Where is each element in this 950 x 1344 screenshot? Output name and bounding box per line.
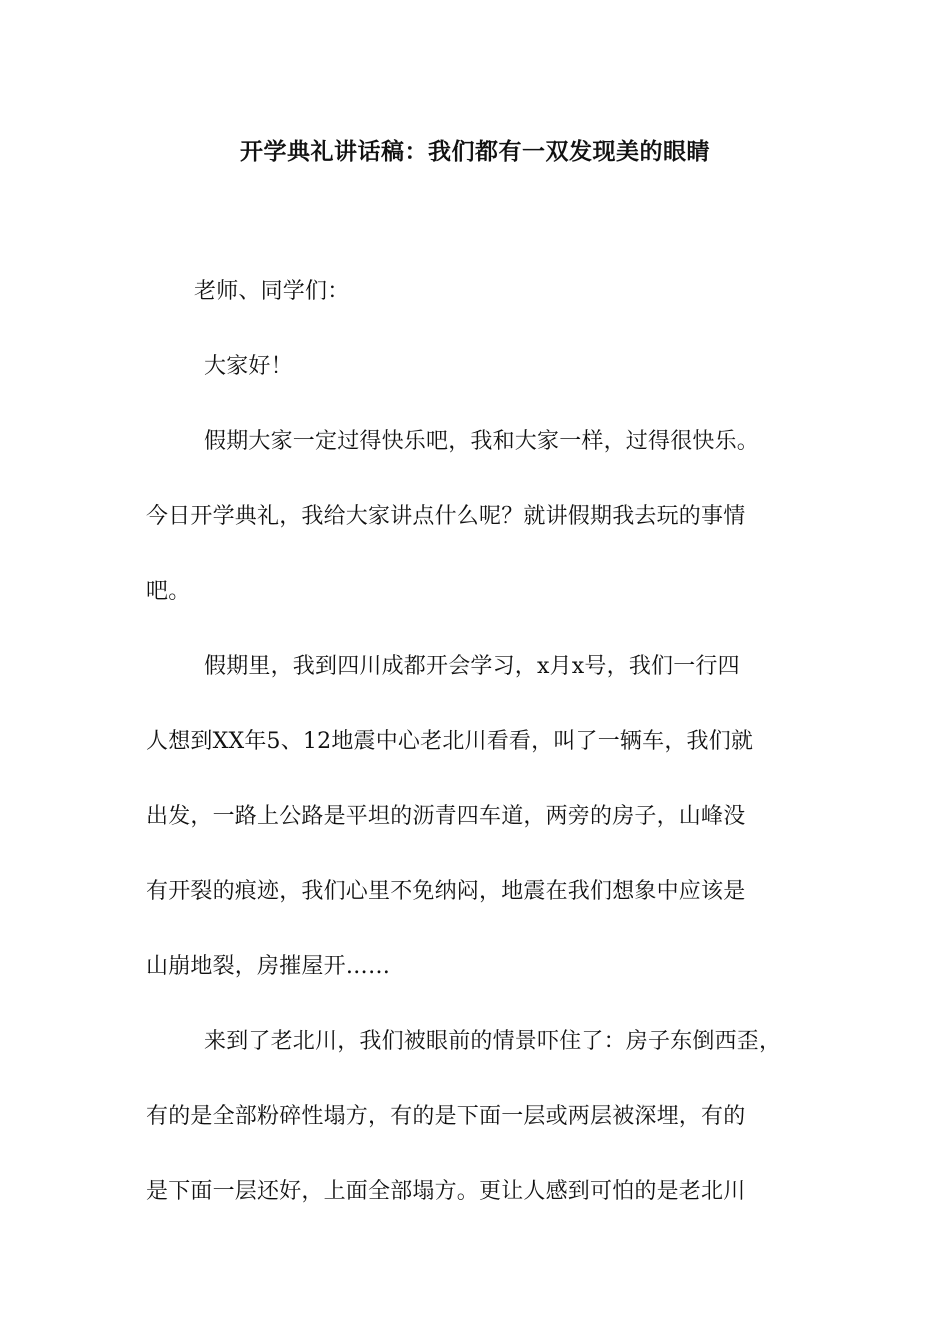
- greeting-line: 大家好！: [204, 354, 293, 379]
- document-body: [146, 254, 826, 1229]
- paragraph-1-line-3: 吧。: [146, 579, 191, 604]
- paragraph-3-line-1: 来到了老北川，我们被眼前的情景吓住了：房子东倒西歪，: [204, 1029, 782, 1054]
- paragraph-3-line-2: 有的是全部粉碎性塌方，有的是下面一层或两层被深埋，有的: [146, 1104, 746, 1129]
- salutation-line: 老师、同学们：: [194, 279, 350, 304]
- paragraph-1-line-2: 今日开学典礼，我给大家讲点什么呢？就讲假期我去玩的事情: [146, 504, 746, 529]
- paragraph-2-line-3: 出发，一路上公路是平坦的沥青四车道，两旁的房子，山峰没: [146, 804, 746, 829]
- paragraph-2-line-4: 有开裂的痕迹，我们心里不免纳闷，地震在我们想象中应该是: [146, 879, 746, 904]
- document-title: 开学典礼讲话稿：我们都有一双发现美的眼睛: [240, 138, 710, 165]
- paragraph-1-line-1: 假期大家一定过得快乐吧，我和大家一样，过得很快乐。: [204, 429, 760, 454]
- paragraph-3-line-3: 是下面一层还好，上面全部塌方。更让人感到可怕的是老北川: [146, 1179, 746, 1204]
- paragraph-2-line-1: 假期里，我到四川成都开会学习，x月x号，我们一行四: [204, 654, 740, 679]
- paragraph-2-line-2: 人想到XX年5、12地震中心老北川看看，叫了一辆车，我们就: [146, 729, 754, 754]
- paragraph-2-line-5: 山崩地裂，房摧屋开……: [146, 954, 391, 979]
